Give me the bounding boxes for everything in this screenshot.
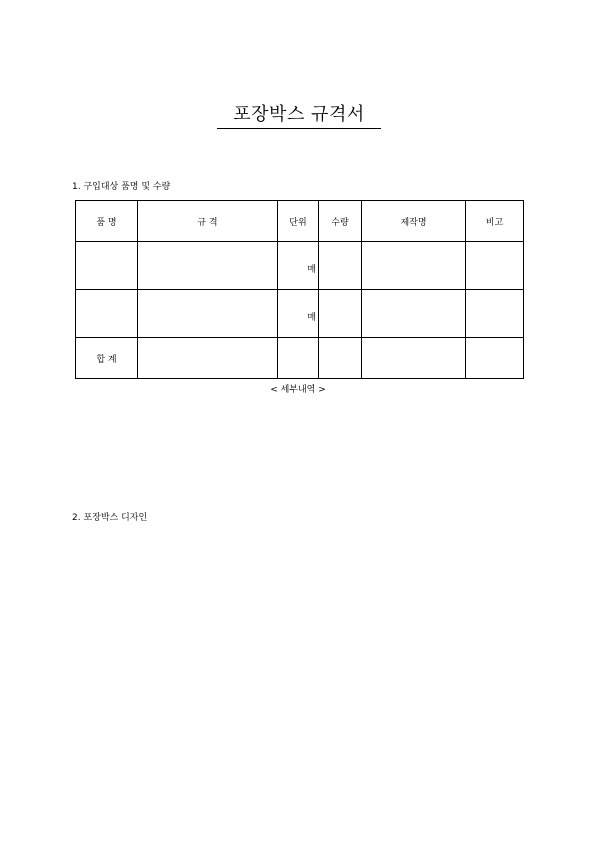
table-total-row (76, 338, 524, 379)
purchase-items-table (75, 200, 524, 379)
header-quantity: 수량 (319, 201, 362, 242)
cell-quantity (319, 242, 362, 290)
table-row (76, 290, 524, 338)
section1-heading: 1. 구입대상 품명 및 수량 (72, 182, 171, 192)
cell-name (76, 290, 138, 338)
title-underline (217, 128, 381, 129)
header-note: 비고 (466, 201, 524, 242)
cell-quantity (319, 290, 362, 338)
table-row (76, 242, 524, 290)
table-caption: < 세부내역 > (270, 385, 326, 395)
total-spec (138, 338, 278, 379)
header-spec: 규 격 (138, 201, 278, 242)
cell-unit (278, 242, 319, 290)
section2-heading: 2. 포장박스 디자인 (72, 513, 148, 523)
total-note (466, 338, 524, 379)
cell-spec (138, 242, 278, 290)
cell-unit (278, 290, 319, 338)
cell-note (466, 242, 524, 290)
document-title: 포장박스 규격서 (233, 104, 365, 125)
total-label: 합 계 (76, 338, 138, 379)
cell-spec (138, 290, 278, 338)
header-unit: 단위 (278, 201, 319, 242)
cell-maker (362, 242, 466, 290)
header-maker: 제작명 (362, 201, 466, 242)
total-unit (278, 338, 319, 379)
header-name: 품 명 (76, 201, 138, 242)
cell-name (76, 242, 138, 290)
cell-maker (362, 290, 466, 338)
table-header-row (76, 201, 524, 242)
unit-value: 매 (307, 313, 316, 323)
total-maker (362, 338, 466, 379)
total-quantity (319, 338, 362, 379)
unit-value: 매 (307, 265, 316, 275)
cell-note (466, 290, 524, 338)
